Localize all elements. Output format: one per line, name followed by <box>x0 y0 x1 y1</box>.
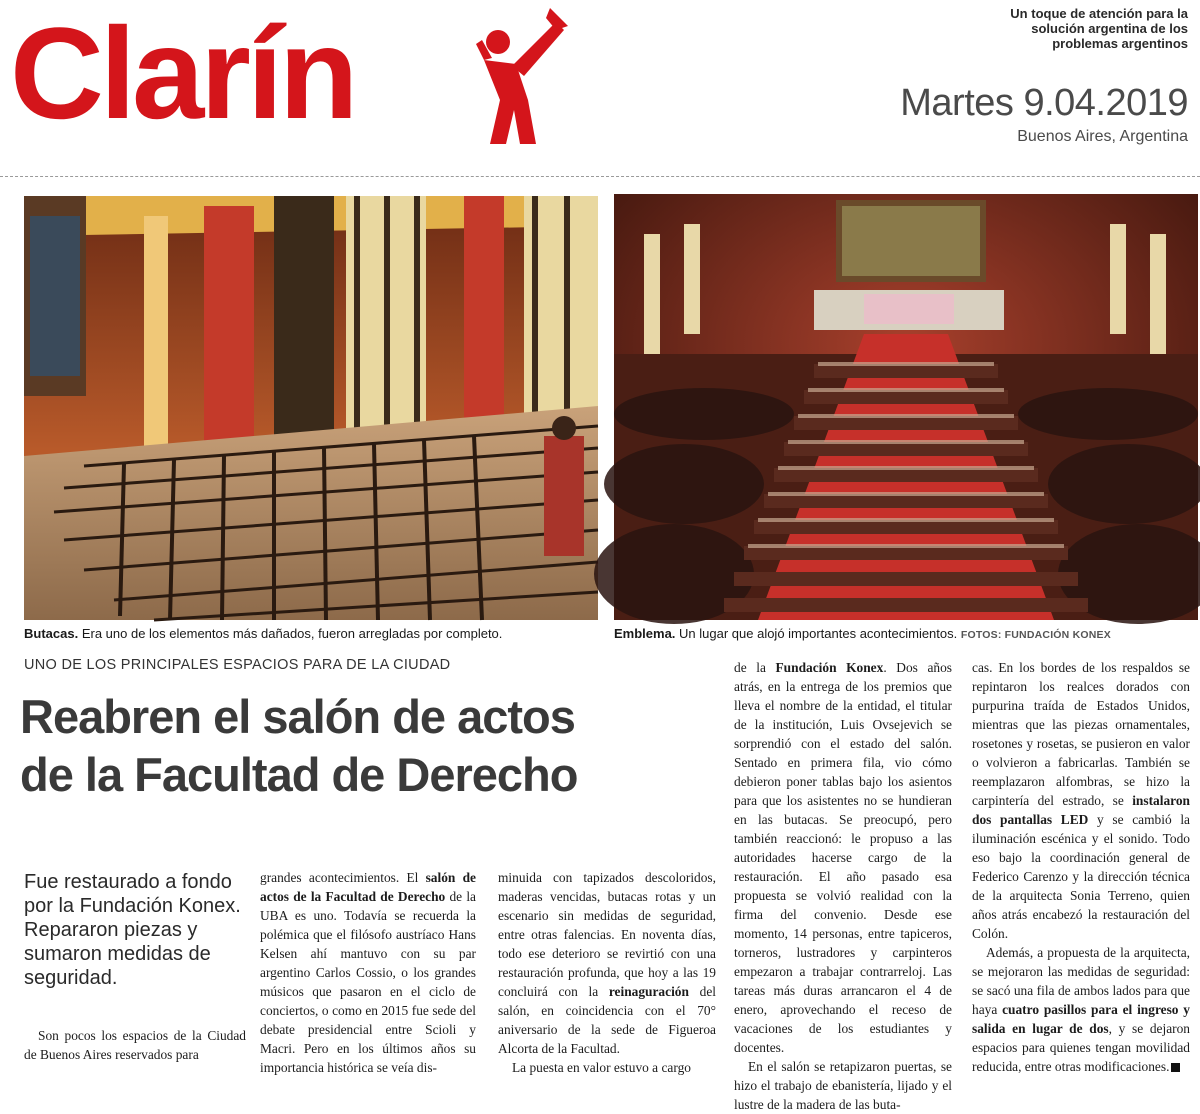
body-paragraph: Son pocos los espacios de la Ciudad de Buenos Aires reservados para <box>24 1028 246 1062</box>
kicker: UNO DE LOS PRINCIPALES ESPACIOS PARA DE LA CIUDAD <box>24 657 451 673</box>
headline-line-2: de la Facultad de Derecho <box>20 748 578 801</box>
body-paragraph: de la Fundación Konex. Dos años atrás, en la entrega de los premios que lleva el nombre de la entidad, el titular de la institución, Luis Ovsejevich se sorprendió con el estado del salón. Sentado en primera fila, vio cómo debieron poner tablas bajo los asientos para que los asistentes no se hundieran en las butacas. Se preocupó, pero también reaccionó: le propuso a las autoridades hacerse cargo de la restauración. El año pasado esa propuesta se volvió realidad con la firma del convenio. Desde ese momento, 14 personas, entre tapiceros, torneros, lustradores y carpinteros empezaron a trabajar contrarreloj. Las tareas más duras arrancaron el 4 de enero, aprovechando el receso de vacaciones de los estudiantes y docentes. <box>734 660 952 1055</box>
edition-date: Martes 9.04.2019 <box>900 82 1188 124</box>
body-paragraph: En el salón se retapizaron puertas, se hizo el trabajo de ebanistería, lijado y el lustre de la madera de las buta- <box>734 1059 952 1112</box>
body-paragraph: minuida con tapizados descoloridos, maderas vencidas, butacas rotas y un escenario sin medidas de seguridad, entre otras falencias. En noventa días, todo ese deterioro se revirtió con una restauración profunda, que hoy a las 19 concluirá con la reinaguración del salón, en coincidencia con el 70° aniversario de la sede de Figueroa Alcorta de la Facultad. <box>498 870 716 1056</box>
end-mark-icon <box>1171 1063 1180 1072</box>
body-column-1 <box>24 1026 246 1064</box>
deck: Fue restaurado a fondo por la Fundación Konex. Repararon piezas y sumaron medidas de seguridad. <box>24 871 241 989</box>
body-paragraph: cas. En los bordes de los respaldos se repintaron los realces dorados con purpurina traída de Estados Unidos, mientras que las piezas ornamentales, rosetones y rosetas, se pusieron en valor o volvieron a fabricarlas. También se reemplazaron alfombras, se hizo la carpintería del estrado, se instalaron dos pantallas LED y se cambió la iluminación escénica y el sonido. Todo eso bajo la coordinación general de Federico Carenzo y la dirección técnica de la arquitecta Sonia Terreno, quien años atrás encabezó la restauración del Colón. <box>972 660 1190 941</box>
caption-label: Emblema. <box>614 626 676 641</box>
trumpeter-logo-icon <box>476 4 570 154</box>
headline <box>20 688 700 804</box>
photo-auditorium <box>614 194 1198 620</box>
body-column-2 <box>260 868 476 1077</box>
masthead-divider <box>0 176 1200 177</box>
photo-caption-auditorium <box>614 626 1111 641</box>
body-column-4 <box>734 658 952 1114</box>
edition-place: Buenos Aires, Argentina <box>1017 128 1188 145</box>
body-column-3 <box>498 868 716 1077</box>
photo-seats <box>24 196 598 620</box>
body-paragraph: grandes acontecimientos. El salón de actos de la Facultad de Derecho de la UBA es uno. Todavía se recuerda la polémica que el filósofo austríaco Hans Kelsen ahí mantuvo con su par argentino Carlos Cossio, o los grandes músicos que pasaron en el ciclo de conciertos, o como en 2015 fue sede del debate presidencial entre Scioli y Macri. Pero en los últimos años su importancia histórica se veía dis- <box>260 870 476 1075</box>
caption-label: Butacas. <box>24 626 79 641</box>
photo-caption-seats <box>24 626 502 641</box>
photo-credit: FOTOS: FUNDACIÓN KONEX <box>960 629 1111 641</box>
clarin-logo: Clarín <box>10 0 355 146</box>
body-paragraph: Además, a propuesta de la arquitecta, se mejoraron las medidas de seguridad: se sacó una fila de ambos lados para que haya cuatro pasillos para el ingreso y salida en lugar de dos, y se dejaron espacios para quienes tengan movilidad reducida, entre otras modificaciones. <box>972 945 1190 1074</box>
caption-text: Un lugar que alojó importantes acontecimientos. <box>675 626 958 641</box>
body-column-5 <box>972 658 1190 1076</box>
slogan: Un toque de atención para la solución argentina de los problemas argentinos <box>1010 6 1188 51</box>
caption-text: Era uno de los elementos más dañados, fueron arregladas por completo. <box>78 626 503 641</box>
headline-line-1: Reabren el salón de actos <box>20 690 575 743</box>
body-paragraph: La puesta en valor estuvo a cargo <box>512 1060 691 1075</box>
